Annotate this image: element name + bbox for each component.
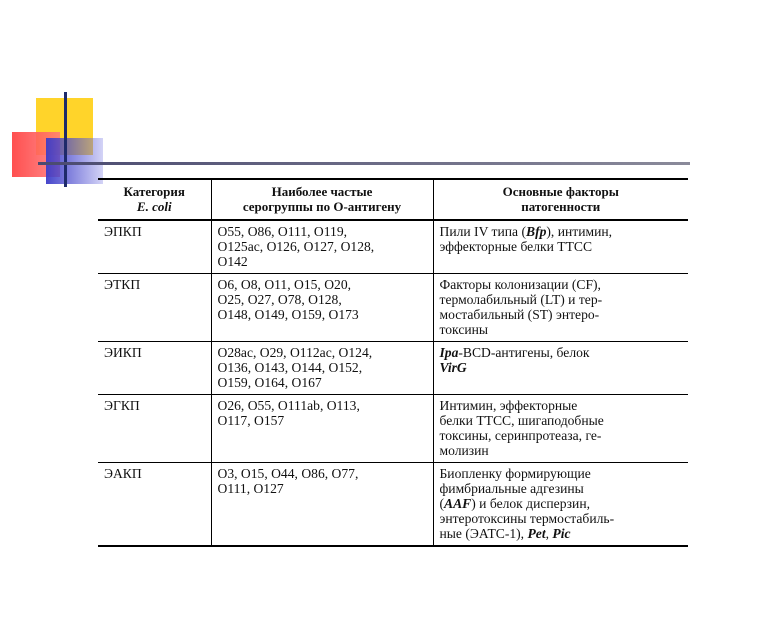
serogroup-line: O28ac, O29, O112ac, O124,: [217, 345, 373, 360]
category-cell: [98, 463, 211, 547]
table-row: [98, 463, 688, 547]
decor-horizontal-rule: [38, 162, 690, 165]
header-category-line2: E. coli: [136, 199, 172, 214]
header-category: [98, 179, 211, 220]
serogroup-line: O125ac, O126, O127, O128,: [217, 239, 375, 254]
category-label: ЭПКП: [104, 224, 142, 239]
factor-line: Интимин, эффекторные: [439, 398, 578, 413]
category-cell: [98, 342, 211, 395]
header-factors-line1: Основные факторы: [502, 184, 619, 199]
category-label: ЭИКП: [104, 345, 142, 360]
factor-gene-name: Ipa: [439, 345, 459, 360]
serogroup-line: O25, O27, O78, O128,: [217, 292, 342, 307]
serogroup-line: O111, O127: [217, 481, 284, 496]
table-row: [98, 274, 688, 342]
table-row: [98, 220, 688, 274]
ecoli-pathogenicity-table: [98, 178, 688, 547]
serogroups-cell: [211, 463, 433, 547]
table-row: [98, 342, 688, 395]
serogroup-line: O55, O86, O111, O119,: [217, 224, 348, 239]
factor-text: ные (ЭАТС-1),: [439, 526, 528, 541]
factor-text: ,: [545, 526, 553, 541]
factor-line: термолабильный (LT) и тер-: [439, 292, 603, 307]
factor-text: ), интимин,: [546, 224, 613, 239]
factor-line: молизин: [439, 443, 489, 458]
decor-blue-square: [46, 138, 103, 184]
factors-cell: [433, 463, 688, 547]
factor-text: ) и белок дисперзин,: [471, 496, 591, 511]
ecoli-pathogenicity-table-container: [98, 178, 688, 547]
category-label: ЭТКП: [104, 277, 141, 292]
header-factors-line2: патогенности: [521, 199, 601, 214]
factor-line: [440, 526, 683, 541]
table-row: [98, 395, 688, 463]
serogroups-cell: [211, 342, 433, 395]
table-header-row: [98, 179, 688, 220]
factor-gene-name: AAF: [444, 496, 472, 511]
factor-text: -BCD-антигены, белок: [458, 345, 590, 360]
factor-line: [440, 224, 683, 239]
serogroup-line: O3, O15, O44, O86, O77,: [217, 466, 359, 481]
serogroup-line: O26, O55, O111ab, O113,: [217, 398, 360, 413]
factor-line: энтеротоксины термостабиль-: [439, 511, 615, 526]
category-cell: [98, 395, 211, 463]
factor-gene-name: Pic: [552, 526, 571, 541]
factor-gene-name: Pet: [527, 526, 546, 541]
factor-line: Факторы колонизации (CF),: [439, 277, 601, 292]
serogroups-cell: [211, 274, 433, 342]
factor-gene-name: Bfp: [526, 224, 547, 239]
header-serogroups: [211, 179, 433, 220]
factor-line: эффекторные белки ТТСС: [439, 239, 593, 254]
factors-cell: [433, 274, 688, 342]
factors-cell: [433, 220, 688, 274]
category-cell: [98, 220, 211, 274]
factor-line: [440, 496, 683, 511]
header-serogroups-line1: Наиболее частые: [271, 184, 373, 199]
serogroup-line: O6, O8, O11, O15, O20,: [217, 277, 352, 292]
factor-line: белки ТТСС, шигаподобные: [439, 413, 604, 428]
factors-cell: [433, 395, 688, 463]
decor-vertical-line: [64, 92, 67, 187]
factor-line: фимбриальные адгезины: [439, 481, 584, 496]
serogroup-line: O117, O157: [217, 413, 285, 428]
factor-line: мостабильный (ST) энтеро-: [439, 307, 600, 322]
serogroups-cell: [211, 395, 433, 463]
factor-line: токсины: [439, 322, 489, 337]
serogroup-line: O142: [217, 254, 248, 269]
factor-text: Пили IV типа (: [439, 224, 526, 239]
serogroup-line: O159, O164, O167: [217, 375, 322, 390]
serogroup-line: O148, O149, O159, O173: [217, 307, 359, 322]
factors-cell: [433, 342, 688, 395]
header-category-line1: Категория: [123, 184, 185, 199]
factor-line: Биопленку формирующие: [439, 466, 591, 481]
factor-text: (: [439, 496, 445, 511]
header-factors: [433, 179, 688, 220]
header-serogroups-line2: серогруппы по О-антигену: [242, 199, 402, 214]
factor-line: [440, 345, 683, 360]
category-cell: [98, 274, 211, 342]
serogroups-cell: [211, 220, 433, 274]
category-label: ЭГКП: [104, 398, 140, 413]
serogroup-line: O136, O143, O144, O152,: [217, 360, 363, 375]
factor-line: токсины, серинпротеаза, ге-: [439, 428, 602, 443]
category-label: ЭАКП: [104, 466, 142, 481]
factor-gene-name: VirG: [439, 360, 467, 375]
